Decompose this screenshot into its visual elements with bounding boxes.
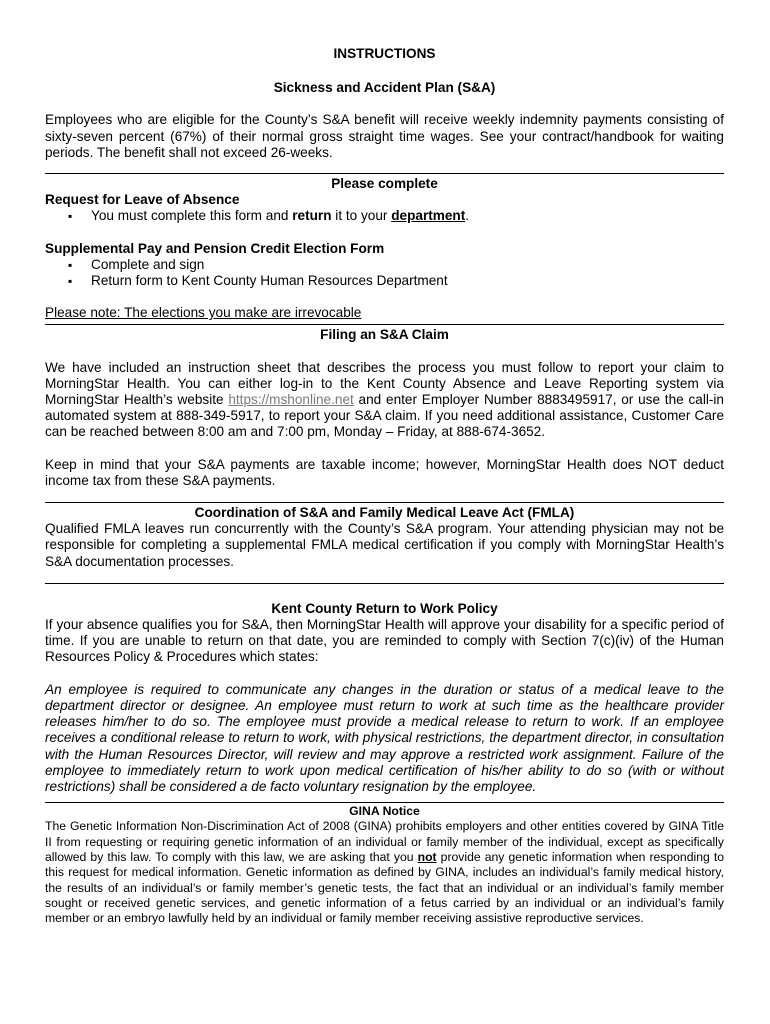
divider <box>45 324 724 325</box>
divider <box>45 173 724 174</box>
filing-paragraph: We have included an instruction sheet that describes the process you must follow to report your claim to MorningStar Health. You can either log-in to the Kent County Absence and Leave Reporting system via MorningStar Health’s website https://mshonline.net and enter Employer Number 8883495917, or use the call-in automated system at 888-349-5917, to report your S&A claim. If you need additional assistance, Customer Care can be reached between 8:00 am and 7:00 pm, Monday – Friday, at 888-674-3652. <box>45 359 724 440</box>
irrevocable-note: Please note: The elections you make are irrevocable <box>45 305 362 321</box>
list-item: ▪ Complete and sign <box>91 257 724 273</box>
gina-paragraph: The Genetic Information Non-Discrimination Act of 2008 (GINA) prohibits employers and other entities covered by GINA Title II from requesting or requiring genetic information of an individual or family member of the individual, except as specifically allowed by this law. To comply with this law, we are asking that you not provide any genetic information when responding to this request for medical information. Genetic information as defined by GINA, includes an individual’s family medical history, the results of an individual’s or family member’s genetic tests, the fact that an individual or an individual’s family member sought or received genetic services, and genetic information of a fetus carried by an individual or an individual’s family member or an embryo lawfully held by an individual or family member receiving assistive reproductive services. <box>45 819 724 926</box>
return-to-work-paragraph: If your absence qualifies you for S&A, then MorningStar Health will approve your disability for a specific period of time. If you are unable to return on that date, you are reminded to comply with Section 7(c)(iv) of the Human Resources Policy & Procedures which states: <box>45 617 724 665</box>
page-title: INSTRUCTIONS <box>333 46 436 61</box>
divider <box>45 583 724 584</box>
list-item: ▪ Return form to Kent County Human Resources Department <box>91 273 724 289</box>
fmla-paragraph: Qualified FMLA leaves run concurrently with the County’s S&A program. Your attending physician may not be responsible for completing a supplemental FMLA medical certification if you comply with MorningStar Health’s S&A documentation processes. <box>45 521 724 569</box>
page-subtitle: Sickness and Accident Plan (S&A) <box>273 80 496 96</box>
intro-paragraph: Employees who are eligible for the County’s S&A benefit will receive weekly indemnity payments consisting of sixty-seven percent (67%) of their normal gross straight time wages. See your contract/handbook for waiting periods. The benefit shall not exceed 26-weeks. <box>45 112 724 160</box>
document-page <box>45 46 724 926</box>
policy-quote: An employee is required to communicate any changes in the duration or status of a medical leave to the department director or designee. An employee must return to work at such time as the healthcare provider releases him/her to do so. The employee must provide a medical release to return to work. If an employee receives a conditional release to return to work, with physical restrictions, the department director, in consultation with the Human Resources Director, will review and may approve a restricted work assignment. Failure of the employee to immediately return to work upon medical certification of his/her ability to do so (with or without restrictions) shall be considered a de facto voluntary resignation by the employee. <box>45 681 724 794</box>
pension-form-list <box>45 257 724 289</box>
taxable-income-paragraph: Keep in mind that your S&A payments are taxable income; however, MorningStar Health does NOT deduct income tax from these S&A payments. <box>45 456 724 488</box>
divider <box>45 502 724 503</box>
fmla-heading: Coordination of S&A and Family Medical Leave Act (FMLA) <box>194 505 575 521</box>
filing-heading: Filing an S&A Claim <box>320 327 449 343</box>
pension-form-title: Supplemental Pay and Pension Credit Election Form <box>45 240 385 256</box>
list-item: ▪ You must complete this form and return it to your department. <box>91 208 724 224</box>
mshonline-link[interactable]: https://mshonline.net <box>228 392 354 408</box>
please-complete-heading: Please complete <box>331 176 438 192</box>
divider <box>45 802 724 803</box>
return-to-work-heading: Kent County Return to Work Policy <box>271 600 498 616</box>
leave-form-list <box>45 208 724 224</box>
gina-heading: GINA Notice <box>349 804 420 819</box>
leave-form-title: Request for Leave of Absence <box>45 192 240 208</box>
